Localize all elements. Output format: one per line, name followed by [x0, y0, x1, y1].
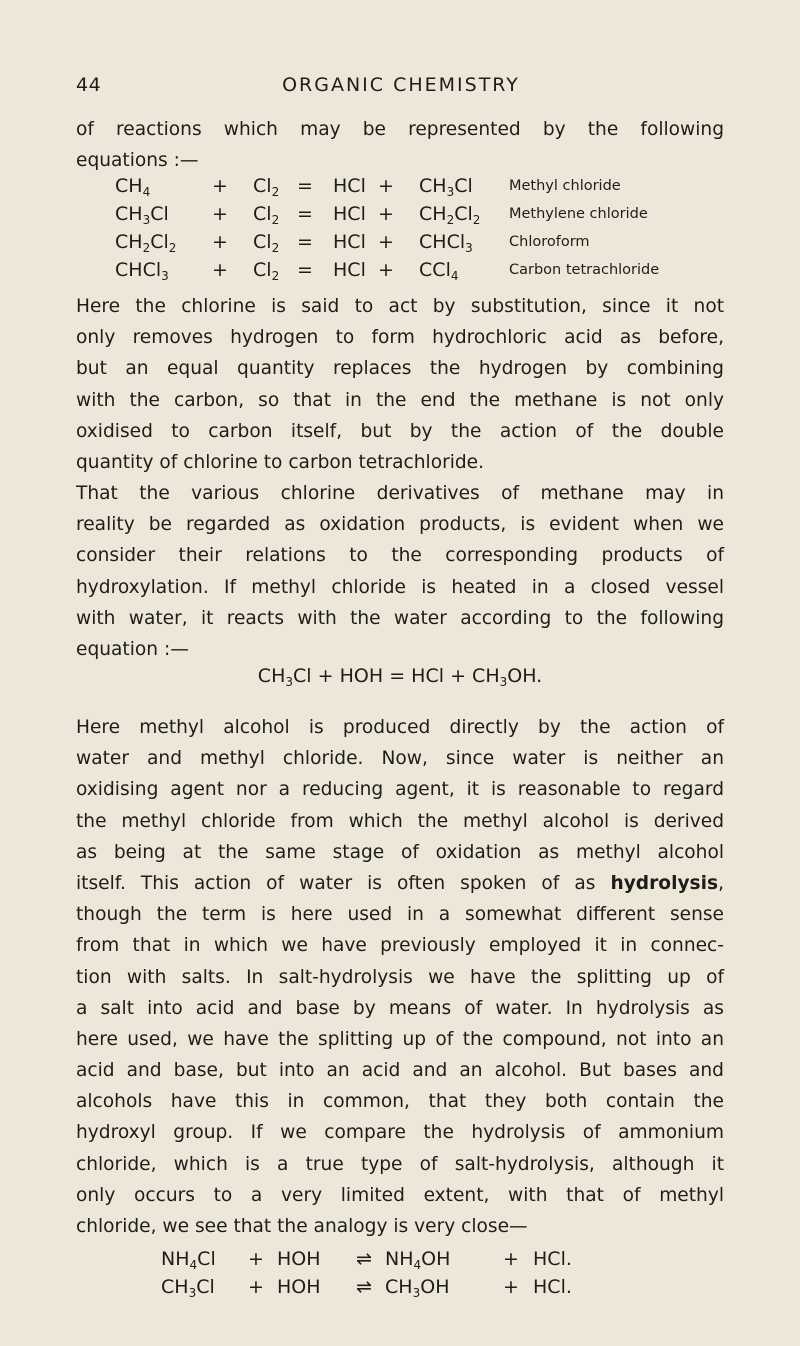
emphasized-term: hydrolysis — [610, 872, 719, 894]
text-line: of reactions which may be represented by the following — [76, 119, 724, 140]
text-line: equation :— — [76, 638, 189, 660]
equation-term: + — [212, 231, 228, 253]
hydrolysis-paragraph — [76, 712, 724, 1242]
text-line: itself. This action of water is often spoken of as hydrolysis, — [76, 872, 724, 894]
equation-term: $Cl_2$ — [253, 231, 280, 255]
intro-paragraph — [76, 114, 724, 176]
equation-term: $CH_3Cl$ — [419, 175, 473, 199]
equation-term: HCl — [333, 203, 366, 225]
equation-term: $Cl_2$ — [253, 203, 280, 227]
oxidation-paragraph — [76, 478, 724, 665]
equation-term: HCl. — [533, 1276, 572, 1298]
text-line: from that in which we have previously employed it in connec- — [76, 935, 724, 957]
text-line: acid and base, but into an acid and an alcohol. But bases and — [76, 1060, 724, 1082]
text-line: with the carbon, so that in the end the methane is not only — [76, 389, 724, 411]
text-line: only removes hydrogen to form hydrochloric acid as before, — [76, 327, 724, 349]
equation-term: ⇌ — [356, 1276, 372, 1298]
text-line: That the various chlorine derivatives of methane may in — [76, 483, 724, 504]
text-line: oxidising agent nor a reducing agent, it is reasonable to regard — [76, 779, 724, 801]
equation-term: + — [503, 1276, 519, 1298]
text-line: hydroxylation. If methyl chloride is heated in a closed vessel — [76, 576, 724, 598]
equation-term: $CH_2Cl_2$ — [115, 231, 177, 255]
equation-term: = — [297, 231, 313, 253]
equation-term: + — [378, 259, 394, 281]
equation-term: = — [297, 175, 313, 197]
text-line: here used, we have the splitting up of the compound, not into an — [76, 1028, 724, 1050]
text-line: as being at the same stage of oxidation as methyl alcohol — [76, 841, 724, 863]
text-line: chloride, we see that the analogy is very close— — [76, 1216, 528, 1237]
equation-term: $CH_3Cl$ — [161, 1276, 215, 1300]
equation-term: HOH — [277, 1248, 321, 1270]
page-header — [76, 74, 726, 104]
text-line: quantity of chlorine to carbon tetrachloride. — [76, 451, 485, 473]
equation-term: $NH_4Cl$ — [161, 1248, 216, 1272]
equation-term: = — [297, 203, 313, 225]
equation-term: + — [378, 231, 394, 253]
text-line: water and methyl chloride. Now, since water is neither an — [76, 748, 724, 770]
text-line: alcohols have this in common, that they both contain the — [76, 1091, 724, 1113]
equation-term: + — [503, 1248, 519, 1270]
equation-term: HCl. — [533, 1248, 572, 1270]
equation-term: HOH — [277, 1276, 321, 1298]
equation-term: CHCl$_3$ — [115, 259, 169, 283]
equation-term: $CH_3OH$ — [385, 1276, 450, 1300]
text-line: consider their relations to the corresponding products of — [76, 545, 724, 567]
equation-term: $Cl_2$ — [253, 259, 280, 283]
equation-term: HCl — [333, 175, 366, 197]
text-line: reality be regarded as oxidation products, is evident when we — [76, 514, 724, 536]
text-line: equations :— — [76, 150, 199, 172]
equation-term: HCl — [333, 259, 366, 281]
equation-term: ⇌ — [356, 1248, 372, 1270]
text-line: hydroxyl group. If we compare the hydrolysis of ammonium — [76, 1122, 724, 1144]
compound-name: Methylene chloride — [509, 206, 648, 222]
equation-term: CCl$_4$ — [419, 259, 459, 283]
equation-term: = — [297, 259, 313, 281]
text-line: Here methyl alcohol is produced directly by the action of — [76, 717, 724, 738]
hydrolysis-equation: $CH_3Cl$ + HOH = HCl + $CH_3OH$. — [257, 665, 543, 689]
equation-term: + — [378, 175, 394, 197]
substitution-paragraph — [76, 291, 724, 478]
equation-term: HCl — [333, 231, 366, 253]
equation-term: $Cl_2$ — [253, 175, 280, 199]
running-title: ORGANIC CHEMISTRY — [282, 74, 520, 96]
equation-term: CHCl$_3$ — [419, 231, 473, 255]
text-line: with water, it reacts with the water according to the following — [76, 607, 724, 629]
equation-term: $CH_2Cl_2$ — [419, 203, 481, 227]
equation-term: + — [212, 175, 228, 197]
compound-name: Chloroform — [509, 234, 590, 250]
equation-term: + — [378, 203, 394, 225]
compound-name: Methyl chloride — [509, 178, 621, 194]
equation-term: + — [212, 259, 228, 281]
page-number: 44 — [76, 74, 102, 96]
text-line: chloride, which is a true type of salt-hydrolysis, although it — [76, 1153, 724, 1175]
equation-term: + — [248, 1248, 264, 1270]
text-line: the methyl chloride from which the methyl alcohol is derived — [76, 810, 724, 832]
equation-term: + — [248, 1276, 264, 1298]
compound-name: Carbon tetrachloride — [509, 262, 660, 278]
text-line: oxidised to carbon itself, but by the action of the double — [76, 420, 724, 442]
equation-term: $CH_3Cl$ — [115, 203, 169, 227]
text-line: though the term is here used in a somewhat different sense — [76, 904, 724, 926]
text-line: but an equal quantity replaces the hydrogen by combining — [76, 358, 724, 380]
text-line: a salt into acid and base by means of water. In hydrolysis as — [76, 997, 724, 1019]
equation-term: $NH_4OH$ — [385, 1248, 451, 1272]
text-line: tion with salts. In salt-hydrolysis we have the splitting up of — [76, 966, 724, 988]
equation-term: $CH_4$ — [115, 175, 151, 199]
text-line: only occurs to a very limited extent, with that of methyl — [76, 1184, 724, 1206]
equation-term: + — [212, 203, 228, 225]
text-line: Here the chlorine is said to act by substitution, since it not — [76, 296, 724, 317]
